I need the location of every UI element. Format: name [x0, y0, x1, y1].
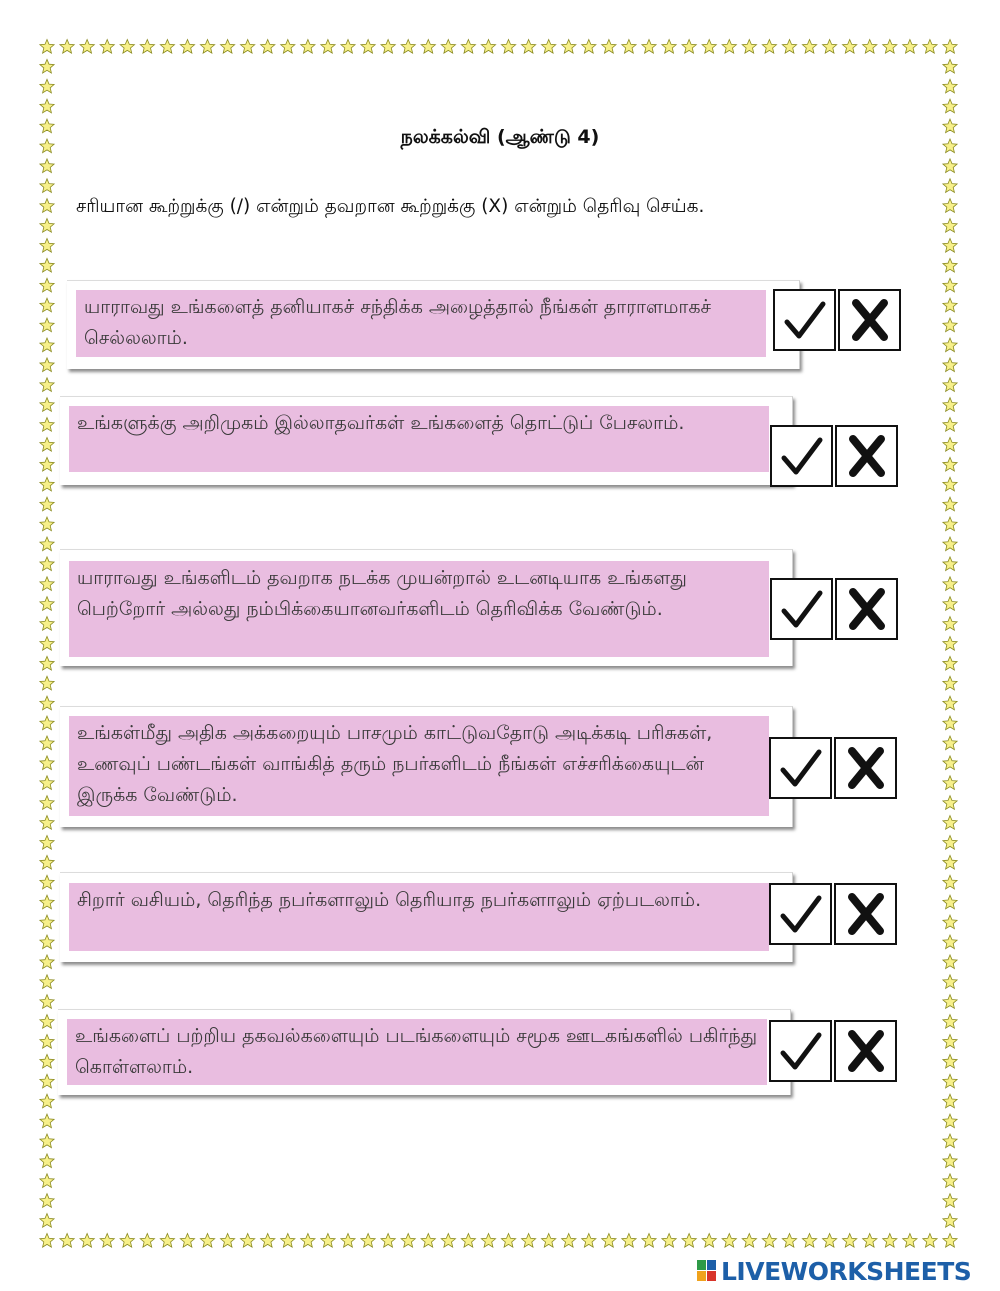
star-icon	[943, 239, 957, 253]
true-button-4[interactable]	[769, 737, 832, 799]
star-icon	[200, 1234, 214, 1248]
star-icon	[281, 1234, 295, 1248]
star-icon	[903, 40, 917, 54]
cross-icon	[842, 890, 890, 938]
answer-options-2	[770, 425, 900, 487]
star-icon	[943, 358, 957, 372]
star-icon	[943, 398, 957, 412]
star-icon	[180, 40, 194, 54]
star-icon	[823, 1234, 837, 1248]
star-icon	[702, 40, 716, 54]
check-icon	[781, 296, 829, 344]
star-icon	[40, 676, 54, 690]
star-icon	[40, 477, 54, 491]
star-icon	[40, 995, 54, 1009]
star-icon	[200, 40, 214, 54]
star-icon	[40, 398, 54, 412]
star-icon	[943, 816, 957, 830]
star-icon	[943, 995, 957, 1009]
star-icon	[40, 1154, 54, 1168]
star-icon	[221, 1234, 235, 1248]
question-text-2: உங்களுக்கு அறிமுகம் இல்லாதவர்கள் உங்களைத் தொட்டுப் பேசலாம்.	[69, 406, 769, 472]
star-icon	[40, 99, 54, 113]
star-icon	[843, 40, 857, 54]
star-icon	[682, 1234, 696, 1248]
star-icon	[522, 1234, 536, 1248]
star-icon	[542, 1234, 556, 1248]
check-icon	[778, 585, 826, 633]
star-icon	[40, 955, 54, 969]
star-icon	[401, 1234, 415, 1248]
star-icon	[943, 1194, 957, 1208]
star-icon	[943, 836, 957, 850]
star-icon	[40, 816, 54, 830]
star-icon	[943, 1134, 957, 1148]
star-icon	[321, 40, 335, 54]
cross-icon	[842, 744, 890, 792]
star-icon	[40, 875, 54, 889]
star-icon	[40, 1134, 54, 1148]
true-button-1[interactable]	[773, 289, 836, 351]
star-icon	[943, 338, 957, 352]
star-icon	[301, 1234, 315, 1248]
star-icon	[943, 637, 957, 651]
star-icon	[943, 557, 957, 571]
star-icon	[943, 1114, 957, 1128]
star-icon	[622, 1234, 636, 1248]
star-icon	[40, 716, 54, 730]
star-icon	[40, 617, 54, 631]
star-icon	[943, 955, 957, 969]
star-icon	[341, 1234, 355, 1248]
star-icon	[863, 1234, 877, 1248]
star-icon	[943, 159, 957, 173]
star-icon	[221, 40, 235, 54]
star-icon	[40, 776, 54, 790]
star-icon	[742, 40, 756, 54]
star-icon	[40, 1094, 54, 1108]
star-icon	[40, 378, 54, 392]
star-icon	[943, 756, 957, 770]
star-icon	[943, 875, 957, 889]
cross-icon	[842, 1027, 890, 1075]
star-icon	[943, 1035, 957, 1049]
answer-options-3	[770, 578, 900, 640]
star-icon	[241, 1234, 255, 1248]
star-icon	[40, 915, 54, 929]
star-icon	[662, 1234, 676, 1248]
star-icon	[40, 1054, 54, 1068]
star-icon	[843, 1234, 857, 1248]
star-icon	[943, 318, 957, 332]
star-icon	[40, 79, 54, 93]
star-icon	[762, 40, 776, 54]
star-icon	[883, 40, 897, 54]
star-icon	[943, 258, 957, 272]
cross-icon	[843, 585, 891, 633]
star-icon	[943, 59, 957, 73]
star-icon	[60, 40, 74, 54]
star-icon	[481, 1234, 495, 1248]
star-icon	[943, 895, 957, 909]
star-icon	[943, 537, 957, 551]
star-icon	[40, 975, 54, 989]
question-text-3: யாராவது உங்களிடம் தவறாக நடக்க முயன்றால் உடனடியாக உங்களது பெற்றோர் அல்லது நம்பிக்கையானவர்களிடம் தெரிவிக்க வேண்டும்.	[69, 561, 769, 657]
star-icon	[241, 40, 255, 54]
star-icon	[40, 179, 54, 193]
check-icon	[777, 890, 825, 938]
star-icon	[421, 40, 435, 54]
star-icon	[823, 40, 837, 54]
star-icon	[943, 99, 957, 113]
star-icon	[40, 1194, 54, 1208]
star-icon	[943, 1234, 957, 1248]
star-icon	[401, 40, 415, 54]
star-icon	[682, 40, 696, 54]
star-icon	[40, 1074, 54, 1088]
star-icon	[40, 836, 54, 850]
false-button-6[interactable]	[834, 1020, 897, 1082]
star-icon	[381, 1234, 395, 1248]
star-icon	[943, 1094, 957, 1108]
star-icon	[140, 1234, 154, 1248]
star-icon	[80, 1234, 94, 1248]
star-icon	[582, 1234, 596, 1248]
star-icon	[40, 159, 54, 173]
star-icon	[522, 40, 536, 54]
star-icon	[923, 40, 937, 54]
star-icon	[602, 40, 616, 54]
check-icon	[777, 744, 825, 792]
star-icon	[40, 1035, 54, 1049]
star-icon	[40, 577, 54, 591]
star-icon	[622, 40, 636, 54]
star-icon	[140, 40, 154, 54]
star-icon	[40, 736, 54, 750]
star-icon	[40, 935, 54, 949]
star-icon	[40, 696, 54, 710]
star-icon	[40, 1015, 54, 1029]
star-icon	[863, 40, 877, 54]
star-icon	[923, 1234, 937, 1248]
star-icon	[40, 278, 54, 292]
star-icon	[301, 40, 315, 54]
star-icon	[662, 40, 676, 54]
false-button-3[interactable]	[835, 578, 898, 640]
star-icon	[562, 1234, 576, 1248]
true-button-6[interactable]	[769, 1020, 832, 1082]
star-icon	[421, 1234, 435, 1248]
star-icon	[40, 756, 54, 770]
star-icon	[40, 40, 54, 54]
star-icon	[40, 199, 54, 213]
star-icon	[40, 855, 54, 869]
star-icon	[943, 1054, 957, 1068]
star-icon	[321, 1234, 335, 1248]
star-icon	[40, 438, 54, 452]
star-icon	[120, 40, 134, 54]
star-icon	[160, 1234, 174, 1248]
star-icon	[722, 40, 736, 54]
star-icon	[883, 1234, 897, 1248]
star-icon	[441, 40, 455, 54]
star-icon	[943, 597, 957, 611]
star-icon	[943, 796, 957, 810]
star-icon	[943, 855, 957, 869]
star-icon	[40, 457, 54, 471]
star-icon	[40, 1234, 54, 1248]
star-icon	[642, 40, 656, 54]
question-text-5: சிறார் வசியம், தெரிந்த நபர்களாலும் தெரியாத நபர்களாலும் ஏற்படலாம்.	[69, 883, 769, 951]
check-icon	[777, 1027, 825, 1075]
star-icon	[943, 497, 957, 511]
star-icon	[40, 895, 54, 909]
star-icon	[943, 477, 957, 491]
star-icon	[943, 298, 957, 312]
star-icon	[40, 418, 54, 432]
star-icon	[943, 438, 957, 452]
star-icon	[802, 40, 816, 54]
star-icon	[261, 1234, 275, 1248]
true-button-5[interactable]	[769, 883, 832, 945]
star-icon	[782, 40, 796, 54]
star-icon	[602, 1234, 616, 1248]
star-icon	[40, 597, 54, 611]
star-icon	[361, 40, 375, 54]
star-icon	[642, 1234, 656, 1248]
star-icon	[802, 1234, 816, 1248]
star-icon	[341, 40, 355, 54]
true-button-3[interactable]	[770, 578, 833, 640]
star-icon	[120, 1234, 134, 1248]
star-icon	[943, 935, 957, 949]
answer-options-4	[769, 737, 899, 799]
star-icon	[762, 1234, 776, 1248]
instruction-text: சரியான கூற்றுக்கு (/) என்றும் தவறான கூற்றுக்கு (X) என்றும் தெரிவு செய்க.	[76, 196, 705, 217]
star-icon	[80, 40, 94, 54]
star-icon	[943, 219, 957, 233]
star-icon	[943, 736, 957, 750]
star-icon	[381, 40, 395, 54]
star-icon	[40, 656, 54, 670]
star-icon	[40, 258, 54, 272]
star-icon	[722, 1234, 736, 1248]
star-icon	[943, 1214, 957, 1228]
star-icon	[782, 1234, 796, 1248]
star-icon	[40, 59, 54, 73]
star-icon	[943, 1074, 957, 1088]
false-button-1[interactable]	[838, 289, 901, 351]
star-icon	[943, 179, 957, 193]
cross-icon	[846, 296, 894, 344]
star-icon	[100, 1234, 114, 1248]
answer-options-5	[769, 883, 899, 945]
star-icon	[40, 338, 54, 352]
star-icon	[40, 358, 54, 372]
star-icon	[943, 617, 957, 631]
star-icon	[60, 1234, 74, 1248]
star-icon	[160, 40, 174, 54]
star-icon	[40, 517, 54, 531]
star-icon	[40, 298, 54, 312]
false-button-5[interactable]	[834, 883, 897, 945]
star-icon	[40, 497, 54, 511]
question-text-1: யாராவது உங்களைத் தனியாகச் சந்திக்க அழைத்தால் நீங்கள் தாராளமாகச் செல்லலாம்.	[76, 290, 766, 357]
star-icon	[40, 537, 54, 551]
star-icon	[281, 40, 295, 54]
true-button-2[interactable]	[770, 425, 833, 487]
star-icon	[943, 716, 957, 730]
star-icon	[702, 1234, 716, 1248]
star-icon	[943, 457, 957, 471]
worksheet-title: நலக்கல்வி (ஆண்டு 4)	[400, 126, 600, 148]
answer-options-1	[773, 289, 903, 351]
star-icon	[582, 40, 596, 54]
star-icon	[562, 40, 576, 54]
star-icon	[481, 40, 495, 54]
star-icon	[943, 418, 957, 432]
star-icon	[943, 40, 957, 54]
star-icon	[943, 696, 957, 710]
check-icon	[778, 432, 826, 480]
star-icon	[100, 40, 114, 54]
cross-icon	[843, 432, 891, 480]
star-icon	[943, 79, 957, 93]
question-text-4: உங்கள்மீது அதிக அக்கறையும் பாசமும் காட்டுவதோடு அடிக்கடி பரிசுகள், உணவுப் பண்டங்கள் வாங்கித் தரும் நபர்களிடம் நீங்கள் எச்சரிக்கையுடன் இருக்க வேண்டும்.	[69, 716, 769, 816]
star-icon	[40, 796, 54, 810]
star-icon	[943, 517, 957, 531]
star-icon	[180, 1234, 194, 1248]
star-icon	[40, 557, 54, 571]
logo-text: LIVEWORKSHEETS	[721, 1256, 972, 1286]
liveworksheets-logo[interactable]	[697, 1256, 971, 1286]
false-button-2[interactable]	[835, 425, 898, 487]
star-icon	[943, 915, 957, 929]
star-icon	[40, 239, 54, 253]
star-icon	[361, 1234, 375, 1248]
star-icon	[943, 1015, 957, 1029]
star-icon	[943, 776, 957, 790]
star-icon	[943, 1174, 957, 1188]
false-button-4[interactable]	[834, 737, 897, 799]
star-icon	[903, 1234, 917, 1248]
star-icon	[943, 278, 957, 292]
star-icon	[501, 40, 515, 54]
star-icon	[943, 975, 957, 989]
star-icon	[40, 1114, 54, 1128]
star-icon	[542, 40, 556, 54]
star-icon	[441, 1234, 455, 1248]
star-icon	[261, 40, 275, 54]
answer-options-6	[769, 1020, 899, 1082]
star-icon	[742, 1234, 756, 1248]
star-icon	[461, 40, 475, 54]
star-icon	[943, 656, 957, 670]
liveworksheets-logo-icon	[697, 1260, 717, 1282]
star-icon	[943, 577, 957, 591]
star-icon	[40, 318, 54, 332]
star-icon	[943, 1154, 957, 1168]
star-icon	[40, 1214, 54, 1228]
star-icon	[40, 637, 54, 651]
star-icon	[40, 1174, 54, 1188]
star-icon	[461, 1234, 475, 1248]
star-icon	[501, 1234, 515, 1248]
star-icon	[943, 676, 957, 690]
star-icon	[943, 378, 957, 392]
star-icon	[40, 219, 54, 233]
question-text-6: உங்களைப் பற்றிய தகவல்களையும் படங்களையும் சமூக ஊடகங்களில் பகிர்ந்து கொள்ளலாம்.	[67, 1019, 767, 1085]
